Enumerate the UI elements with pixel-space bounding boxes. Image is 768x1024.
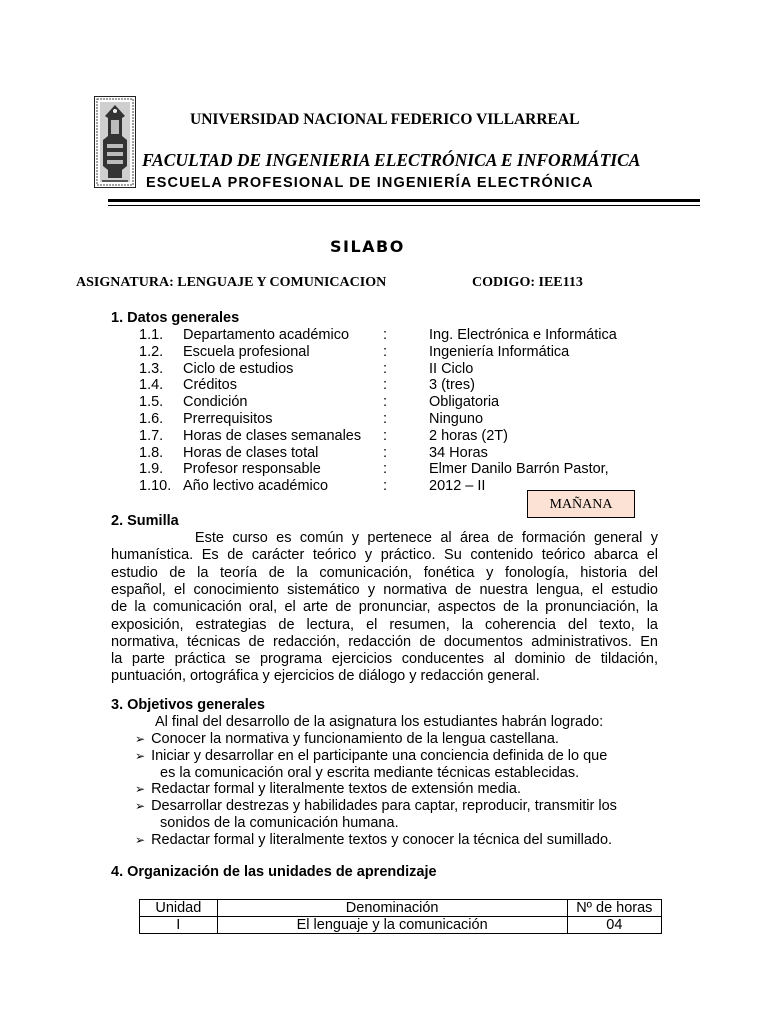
summary-line: exposición, estrategias de lectura, el resumen, la coherencia del texto, la <box>111 616 658 633</box>
row-value: 34 Horas <box>429 444 488 461</box>
header-rule-thick <box>108 199 700 202</box>
row-label: Ciclo de estudios <box>183 360 294 377</box>
row-number: 1.5. <box>139 394 164 411</box>
arrow-bullet-icon: ➢ <box>135 782 146 797</box>
row-label: Horas de clases total <box>183 444 319 461</box>
row-number: 1.7. <box>139 427 164 444</box>
units-table-header: Denominación <box>217 900 567 917</box>
row-value: Obligatoria <box>429 394 500 411</box>
summary-line: puntuación, ortográfica y ejercicios de diálogo y redacción general. <box>111 668 540 685</box>
row-separator: : <box>383 377 388 394</box>
arrow-bullet-icon: ➢ <box>135 832 146 847</box>
row-value: Ninguno <box>429 411 484 427</box>
row-number: 1.1. <box>139 327 164 343</box>
section-1-title: 1. Datos generales <box>111 310 240 326</box>
objective-item <box>135 798 617 815</box>
row-value: 2 horas (2T) <box>429 427 508 444</box>
table-cell: El lenguaje y la comunicación <box>217 917 567 934</box>
row-separator: : <box>383 360 388 377</box>
row-label: Profesor responsable <box>183 461 321 478</box>
row-number: 1.8. <box>139 444 164 461</box>
arrow-bullet-icon: ➢ <box>135 799 146 814</box>
summary-line: de la comunicación oral, el arte de pronunciar, aspectos de la pronunciación, la <box>111 599 658 616</box>
row-separator: : <box>383 478 388 495</box>
objective-text-continued: sonidos de la comunicación humana. <box>160 815 399 831</box>
row-value: Ing. Electrónica e Informática <box>429 327 617 343</box>
table-row <box>140 917 662 934</box>
objective-text: Conocer la normativa y funcionamiento de la lengua castellana. <box>151 731 559 747</box>
row-separator: : <box>383 343 388 360</box>
objective-text: Redactar formal y literalmente textos y conocer la técnica del sumillado. <box>151 831 613 848</box>
summary-line: normativa, técnicas de redacción, redacción de documentos administrativos. En <box>111 633 658 650</box>
row-number: 1.3. <box>139 360 164 377</box>
row-number: 1.4. <box>139 377 164 394</box>
course-name: ASIGNATURA: LENGUAJE Y COMUNICACION <box>76 275 387 290</box>
row-value: II Ciclo <box>429 360 474 377</box>
school-name: ESCUELA PROFESIONAL DE INGENIERÍA ELECTRÓNICA <box>146 175 594 191</box>
row-number: 1.9. <box>139 461 164 478</box>
row-separator: : <box>383 394 388 411</box>
objective-text: Desarrollar destrezas y habilidades para captar, reproducir, transmitir los <box>151 798 617 815</box>
row-number: 1.10. <box>139 478 172 495</box>
summary-line: español, el conocimiento sistemático y normativa de nuestra lengua, el estudio <box>111 581 658 598</box>
faculty-name: FACULTAD DE INGENIERIA ELECTRÓNICA E INFORMÁTICA <box>142 150 641 170</box>
objective-item <box>135 748 607 765</box>
row-value: 3 (tres) <box>429 377 475 394</box>
row-label: Condición <box>183 394 248 411</box>
summary-line: humanística. Es de carácter teórico y práctico. Su contenido teórico abarca el <box>111 547 658 564</box>
row-separator: : <box>383 327 388 343</box>
row-separator: : <box>383 427 388 444</box>
objective-item <box>135 731 559 748</box>
units-table-header: Nº de horas <box>567 900 661 917</box>
row-separator: : <box>383 411 388 427</box>
arrow-bullet-icon: ➢ <box>135 748 146 763</box>
header-rule-thin <box>108 205 700 206</box>
row-label: Prerrequisitos <box>183 411 273 427</box>
university-crest-icon <box>94 96 136 188</box>
objective-text: Redactar formal y literalmente textos de extensión media. <box>151 781 521 798</box>
row-number: 1.6. <box>139 411 164 427</box>
document-title: SILABO <box>330 237 405 256</box>
row-value: Elmer Danilo Barrón Pastor, <box>429 461 609 478</box>
row-value: 2012 – II <box>429 478 486 495</box>
row-number: 1.2. <box>139 343 164 360</box>
section-4-title: 4. Organización de las unidades de aprendizaje <box>111 864 437 880</box>
summary-line: estudio de la teoría de la comunicación, fonética y fonología, historia del <box>111 564 658 581</box>
objective-item <box>135 832 612 849</box>
shift-badge: MAÑANA <box>527 490 635 518</box>
objective-text-continued: es la comunicación oral y escrita mediante técnicas establecidas. <box>160 764 580 781</box>
summary-line: la parte práctica se programa ejercicios conducentes al dominio de tildación, <box>111 651 658 668</box>
row-label: Horas de clases semanales <box>183 427 362 444</box>
units-table <box>139 899 662 934</box>
row-label: Créditos <box>183 377 237 394</box>
row-label: Escuela profesional <box>183 343 310 360</box>
objective-text: Iniciar y desarrollar en el participante una conciencia definida de lo que <box>151 747 608 764</box>
row-value: Ingeniería Informática <box>429 343 570 360</box>
objectives-intro: Al final del desarrollo de la asignatura los estudiantes habrán logrado: <box>155 714 604 730</box>
table-cell: 04 <box>567 917 661 934</box>
section-3-title: 3. Objetivos generales <box>111 697 265 713</box>
course-code: CODIGO: IEE113 <box>472 275 583 290</box>
section-2-title: 2. Sumilla <box>111 513 179 529</box>
row-label: Año lectivo académico <box>183 478 329 495</box>
units-table-header: Unidad <box>140 900 218 917</box>
summary-line: Este curso es común y pertenece al área de formación general y <box>111 530 658 546</box>
units-table-header-row <box>140 900 662 917</box>
objective-item <box>135 781 521 798</box>
row-label: Departamento académico <box>183 327 350 343</box>
table-cell: I <box>140 917 218 934</box>
row-separator: : <box>383 444 388 461</box>
university-name: UNIVERSIDAD NACIONAL FEDERICO VILLARREAL <box>190 111 580 128</box>
arrow-bullet-icon: ➢ <box>135 732 146 746</box>
row-separator: : <box>383 461 388 478</box>
